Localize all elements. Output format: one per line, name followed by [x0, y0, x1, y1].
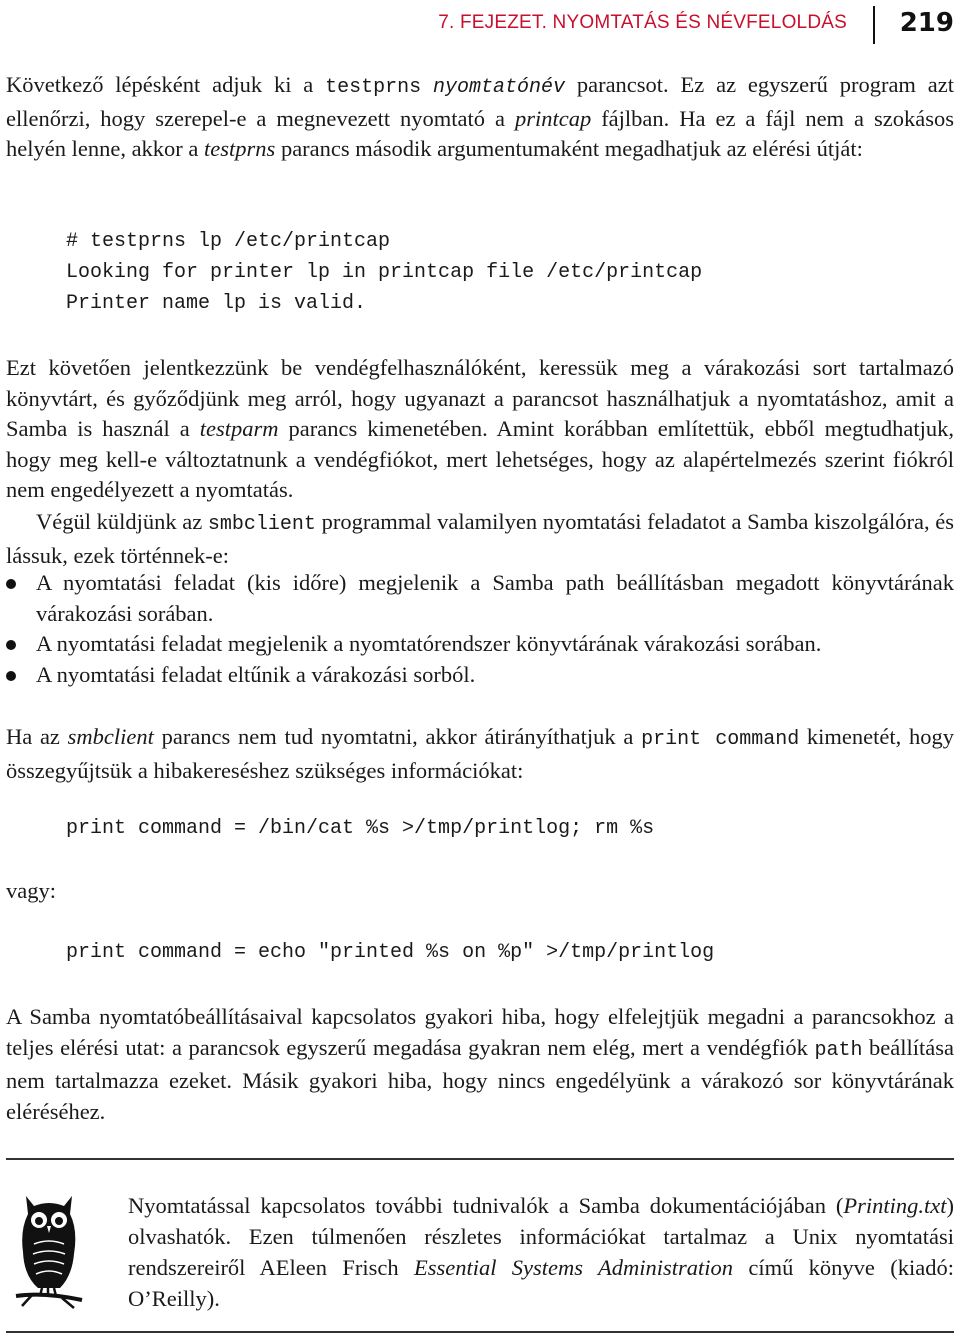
- code-inline: path: [814, 1038, 863, 1062]
- text-run: beállítása nem tartalmazza ezeket. Másik gyakori hiba, hogy nincs engedélyünk a várakozó sor könyvtárának eléréséhez.: [6, 1034, 954, 1124]
- code-inline-italic: nyomtatónév: [432, 76, 565, 99]
- text-run: Ha az: [6, 724, 68, 749]
- code-line: print command = /bin/cat %s >/tmp/printlog; rm %s: [66, 817, 655, 840]
- code-inline: smbclient: [207, 513, 316, 536]
- page-header: [0, 0, 960, 48]
- code-block-echo: [66, 937, 714, 968]
- emphasis: testprns: [204, 136, 276, 161]
- text-run: Végül küldjünk az: [36, 509, 208, 534]
- list-item: [6, 660, 954, 691]
- bullet-icon: [6, 640, 16, 650]
- text-run: ) olvashatók. Ezen túlmenően részletes információkat tartalmaz a Unix nyomtatási rendszereiről AEleen Frisch: [128, 1193, 954, 1280]
- code-line: Printer name lp is valid.: [66, 292, 367, 315]
- emphasis: Essential Systems Administration: [413, 1255, 733, 1280]
- emphasis: printcap: [514, 105, 592, 131]
- note-bottom-rule: [6, 1331, 954, 1333]
- header-divider: [873, 6, 875, 44]
- note-top-rule: [6, 1158, 954, 1160]
- text-run: parancs második argumentumaként megadhatjuk az elérési útját:: [275, 136, 863, 161]
- text-run: fájlban. Ha ez a fájl nem a szokásos helyén lenne, akkor a: [6, 105, 954, 161]
- bullet-icon: [6, 579, 16, 589]
- text-run: Ezt követően jelentkezzünk be vendégfelhasználóként, keressük meg a várakozási sort tartalmazó könyvtárt, és győződjünk meg arról, hogy ugyanazt a parancsot használhatjuk a nyomtatáshoz, amit a Samba is használ a: [6, 355, 954, 441]
- code-line: print command = echo "printed %s on %p" >/tmp/printlog: [66, 941, 715, 964]
- chapter-title: 7. FEJEZET. NYOMTATÁS ÉS NÉVFELOLDÁS: [438, 12, 847, 33]
- list-item: [6, 568, 954, 629]
- paragraph-print-command: [6, 722, 954, 786]
- code-line: Looking for printer lp in printcap file /etc/printcap: [66, 261, 703, 284]
- text-run: parancsot. Ez az egyszerű program azt ellenőrzi, hogy szerepel-e a megnevezett nyomtató a: [6, 72, 954, 131]
- list-item-text: A nyomtatási feladat eltűnik a várakozási sorból.: [36, 661, 476, 687]
- text-run: A Samba nyomtatóbeállításaival kapcsolatos gyakori hiba, hogy elfelejtjük megadni a parancsokhoz a teljes elérési utat: a parancsok egyszerű megadása gyakran nem elég, mert a vendégfiók: [6, 1004, 954, 1060]
- text-run: [421, 72, 433, 97]
- code-block-testprns: [66, 226, 702, 319]
- paragraph-smbclient: [6, 507, 954, 571]
- text-run: vagy:: [6, 878, 56, 903]
- emphasis: smbclient: [67, 724, 154, 749]
- emphasis: testparm: [199, 416, 279, 441]
- text-run: Következő lépésként adjuk ki a: [6, 72, 326, 97]
- text-run: parancs nem tud nyomtatni, akkor átirányíthatjuk a: [153, 724, 642, 749]
- text-run: Nyomtatással kapcsolatos további tudnivalók a Samba dokumentációjában (: [128, 1193, 844, 1218]
- code-inline: print command: [641, 728, 800, 751]
- text-run: parancs kimenetében. Amint korábban említettük, ebből megtudhatjuk, hogy meg kell-e változtatnunk a vendégfiókot, mert lehetséges, hogy az alapértelmezés szerint fiókról nem engedélyezett a nyomtatás.: [6, 416, 954, 502]
- list-item-text: A nyomtatási feladat megjelenik a nyomtatórendszer könyvtárának várakozási sorában.: [36, 631, 822, 656]
- code-block-printlog: [66, 813, 654, 844]
- paragraph-guest-login: [6, 353, 954, 506]
- paragraph-common-errors: [6, 1002, 954, 1127]
- bullet-icon: [6, 671, 16, 681]
- emphasis: Printing.txt: [843, 1193, 947, 1218]
- text-run: kimenetét, hogy összegyűjtsük a hibakereséshez szükséges információkat:: [6, 724, 954, 783]
- code-line: # testprns lp /etc/printcap: [66, 230, 391, 253]
- text-run: programmal valamilyen nyomtatási feladatot a Samba kiszolgálóra, és lássuk, ezek történnek-e:: [6, 509, 955, 568]
- list-item-text: A nyomtatási feladat (kis időre) megjelenik a Samba path beállításban megadott könyvtárának várakozási sorában.: [36, 570, 954, 626]
- code-inline: testprns: [325, 76, 422, 99]
- text-run: című könyve (kiadó: O’Reilly).: [128, 1255, 954, 1311]
- page-number: 219: [899, 8, 954, 38]
- paragraph-testprns-intro: [6, 70, 954, 165]
- bullet-list: [6, 568, 954, 690]
- text-vagy: [6, 876, 954, 907]
- note-text: [128, 1190, 954, 1314]
- list-item: [6, 629, 954, 660]
- owl-icon: [14, 1192, 84, 1310]
